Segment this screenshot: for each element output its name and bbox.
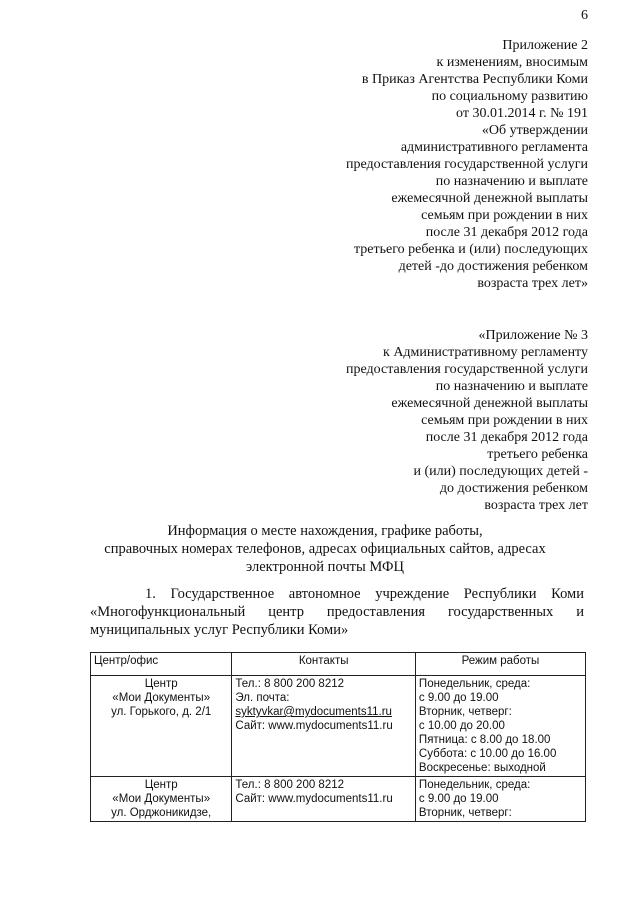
institution-paragraph	[90, 585, 584, 639]
table-header-row	[91, 653, 586, 676]
website-line: Сайт: www.mydocuments11.ru	[235, 720, 393, 732]
appendix-3-line: до достижения ребенком	[439, 481, 588, 496]
office-line: Центр	[144, 678, 178, 690]
contacts-cell	[232, 676, 416, 777]
appendix-2-line: по социальному развитию	[431, 89, 588, 104]
paragraph-line: 1. Государственное автономное учреждение Республики Коми	[145, 586, 584, 602]
heading-line: электронной почты МФЦ	[246, 559, 404, 575]
appendix-2-line: ежемесячной денежной выплаты	[391, 191, 588, 206]
contact-line: Тел.: 8 800 200 8212	[235, 779, 345, 791]
schedule-line: Вторник, четверг:	[418, 807, 512, 819]
appendix-3-line: «Приложение № 3	[478, 328, 588, 343]
appendix-2-line: от 30.01.2014 г. № 191	[456, 106, 588, 121]
office-line: Центр	[144, 779, 178, 791]
appendix-2-header	[346, 37, 588, 292]
email-link[interactable]: syktyvkar@mydocuments11.ru	[235, 706, 392, 718]
appendix-2-line: третьего ребенка и (или) последующих	[354, 242, 588, 257]
appendix-2-line: к изменениям, вносимым	[436, 55, 588, 70]
appendix-3-line: предоставления государственной услуги	[346, 362, 588, 377]
schedule-line: Вторник, четверг:	[418, 706, 512, 718]
page-number: 6	[581, 8, 588, 23]
column-header-office: Центр/офис	[91, 653, 232, 676]
office-cell	[91, 676, 232, 777]
appendix-2-line: административного регламента	[400, 140, 588, 155]
schedule-line: с 9.00 до 19.00	[418, 793, 499, 805]
appendix-3-line: по назначению и выплате	[435, 379, 588, 394]
office-line: ул. Горького, д. 2/1	[111, 706, 212, 718]
appendix-3-line: после 31 декабря 2012 года	[425, 430, 588, 445]
paragraph-line: «Многофункциональный центр предоставления государственных и	[90, 604, 584, 620]
table-row	[91, 777, 586, 822]
appendix-2-line: по назначению и выплате	[435, 174, 588, 189]
schedule-line: Суббота: с 10.00 до 16.00	[418, 748, 557, 760]
paragraph-line: муниципальных услуг Республики Коми»	[90, 622, 349, 638]
appendix-2-line: в Приказ Агентства Республики Коми	[361, 72, 588, 87]
column-header-schedule: Режим работы	[415, 653, 585, 676]
schedule-line: Пятница: с 8.00 до 18.00	[418, 734, 551, 746]
appendix-2-line: детей -до достижения ребенком	[398, 259, 588, 274]
schedule-line: с 10.00 до 20.00	[418, 720, 505, 732]
office-line: «Мои Документы»	[112, 692, 211, 704]
heading-line: Информация о месте нахождения, графике работы,	[167, 523, 483, 539]
office-cell	[91, 777, 232, 822]
appendix-3-line: третьего ребенка	[487, 447, 588, 462]
schedule-cell	[415, 777, 585, 822]
schedule-line: Понедельник, среда:	[418, 678, 531, 690]
schedule-line: с 9.00 до 19.00	[418, 692, 499, 704]
contact-line: Тел.: 8 800 200 8212	[235, 678, 345, 690]
office-line: «Мои Документы»	[112, 793, 211, 805]
section-heading	[70, 522, 580, 576]
schedule-line: Понедельник, среда:	[418, 779, 531, 791]
appendix-2-line: семьям при рождении в них	[421, 208, 588, 223]
heading-line: справочных номерах телефонов, адресах официальных сайтов, адресах	[104, 541, 546, 557]
contacts-cell	[232, 777, 416, 822]
appendix-3-line: семьям при рождении в них	[421, 413, 588, 428]
schedule-cell	[415, 676, 585, 777]
website-line: Сайт: www.mydocuments11.ru	[235, 793, 393, 805]
appendix-2-line: возраста трех лет»	[477, 276, 588, 291]
schedule-line: Воскресенье: выходной	[418, 762, 546, 774]
table-row	[91, 676, 586, 777]
appendix-3-line: и (или) последующих детей -	[413, 464, 588, 479]
appendix-2-line: Приложение 2	[502, 38, 588, 53]
appendix-2-line: после 31 декабря 2012 года	[425, 225, 588, 240]
appendix-3-line: возраста трех лет	[484, 498, 588, 513]
appendix-3-header	[346, 327, 588, 514]
appendix-2-line: предоставления государственной услуги	[346, 157, 588, 172]
office-line: ул. Орджоникидзе,	[111, 807, 212, 819]
appendix-3-line: к Административному регламенту	[383, 345, 588, 360]
appendix-3-line: ежемесячной денежной выплаты	[391, 396, 588, 411]
offices-table	[90, 652, 586, 822]
appendix-2-line: «Об утверждении	[481, 123, 588, 138]
contact-line: Эл. почта:	[235, 692, 290, 704]
column-header-contacts: Контакты	[232, 653, 416, 676]
